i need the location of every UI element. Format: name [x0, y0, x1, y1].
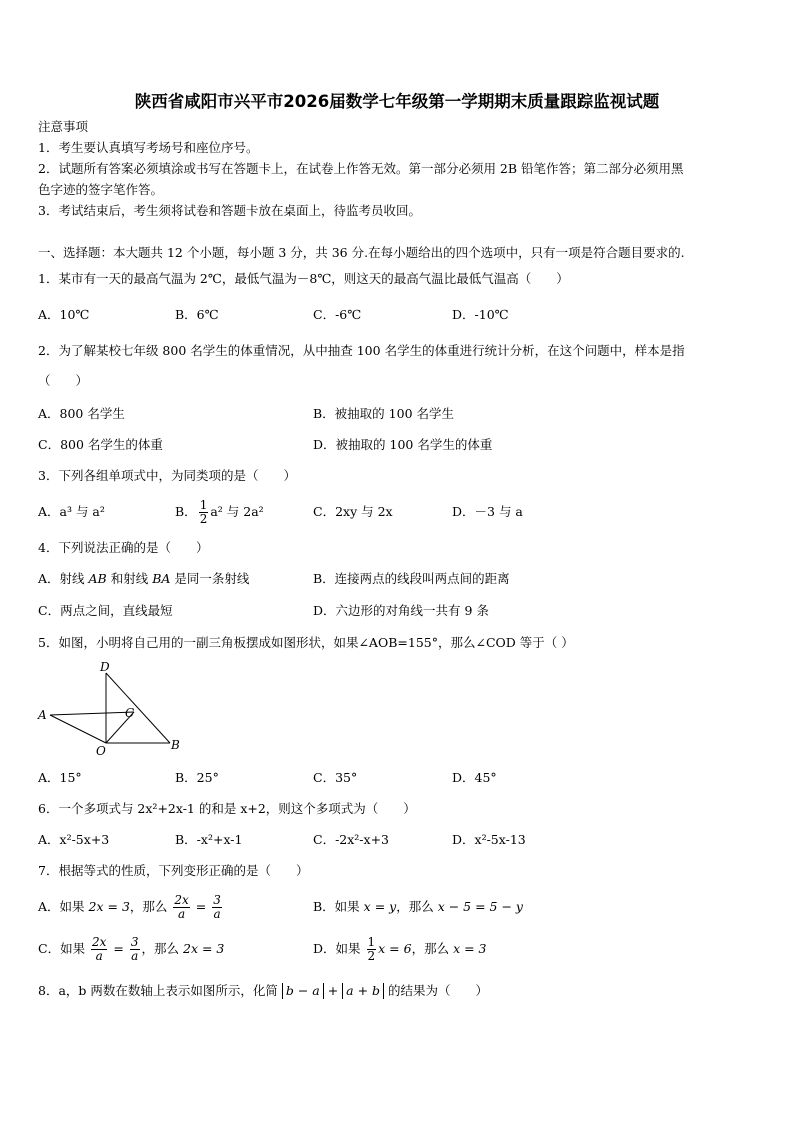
q4-option-b: B．连接两点的线段叫两点间的距离	[313, 571, 510, 586]
q4-ray-ab: AB	[88, 571, 107, 586]
q5-stem: 5．如图，小明将自己用的一副三角板摆成如图形状，如果∠AOB=155°，那么∠COD 等于（ ）	[38, 635, 574, 650]
section-heading: 一、选择题：本大题共 12 个小题，每小题 3 分，共 36 分.在每小题给出的四个选项中，只有一项是符合题目要求的.	[38, 245, 685, 260]
q2-option-d: D．被抽取的 100 名学生的体重	[313, 437, 493, 452]
q7-a-eq: 2x = 3	[88, 899, 130, 914]
q7-d-res: x = 3	[453, 941, 487, 956]
q8-stem-pre: 8．a，b 两数在数轴上表示如图所示，化简	[38, 983, 282, 998]
q7-c-frac1-num: 2x	[92, 935, 107, 949]
q5-option-b: B．25°	[175, 770, 219, 785]
q8-plus: +	[323, 983, 343, 998]
q5-label-d: D	[100, 660, 110, 674]
notice-item-2-cont: 色字迹的签字笔作答。	[38, 182, 164, 197]
q7-b-res: x − 5 = 5 − y	[437, 899, 523, 914]
q4-stem: 4．下列说法正确的是（ ）	[38, 540, 209, 555]
notice-item-3: 3．考试结束后，考生须将试卷和答题卡放在桌面上，待监考员收回。	[38, 203, 421, 218]
q7-c-frac2-den: a	[131, 949, 139, 963]
q7-c-pre: C．如果	[38, 941, 90, 956]
q8-abs-1: b − a	[282, 983, 324, 999]
q6-option-c: C．-2x²-x+3	[313, 832, 390, 847]
q7-a-frac2-num: 3	[213, 893, 221, 907]
q6-option-d: D．x²-5x-13	[452, 832, 526, 847]
q7-a-frac1-num: 2x	[174, 893, 189, 907]
q7-option-d	[313, 932, 487, 966]
q4-option-a	[38, 570, 249, 588]
q7-option-a	[38, 890, 224, 924]
notice-item-2: 2．试题所有答案必须填涂或书写在答题卡上，在试卷上作答无效。第一部分必须用 2B 铅笔作答；第二部分必须用黑	[38, 161, 684, 176]
q7-a-frac2	[212, 894, 222, 921]
q7-a-frac1	[173, 894, 189, 921]
q1-option-d: D．-10℃	[452, 307, 509, 322]
q7-c-frac1	[91, 936, 107, 963]
q7-c-frac2	[130, 936, 140, 963]
q7-stem: 7．根据等式的性质，下列变形正确的是（ ）	[38, 863, 309, 878]
q1-option-c: C．-6℃	[313, 307, 362, 322]
q2-stem: 2．为了解某校七年级 800 名学生的体重情况，从中抽查 100 名学生的体重进行统计分析，在这个问题中，样本是指	[38, 343, 685, 358]
q7-b-pre: B．如果	[313, 899, 364, 914]
q8-stem	[38, 982, 488, 1000]
q5-option-a: A．15°	[38, 770, 82, 785]
q3-stem: 3．下列各组单项式中，为同类项的是（ ）	[38, 468, 296, 483]
q3-option-b	[175, 495, 264, 529]
q3-option-d: D．－3 与 a	[452, 504, 523, 519]
q6-stem: 6．一个多项式与 2x²+2x-1 的和是 x+2，则这个多项式为（ ）	[38, 801, 416, 816]
q7-option-b	[313, 898, 523, 916]
q5-label-c: C	[125, 706, 135, 720]
q7-d-frac-num: 1	[367, 935, 376, 949]
q1-stem: 1．某市有一天的最高气温为 2℃，最低气温为－8℃，则这天的最高气温比最低气温高（ ）	[38, 271, 569, 286]
q8-stem-post: 的结果为（ ）	[384, 983, 489, 998]
q5-triangle-figure	[30, 655, 190, 761]
q4-option-a-mid: 和射线	[106, 571, 153, 586]
q7-c-res: 2x = 3	[183, 941, 225, 956]
q7-a-frac2-den: a	[213, 907, 221, 921]
q7-d-x: x = 6	[378, 941, 412, 956]
q1-option-b: B．6℃	[175, 307, 219, 322]
q7-c-frac1-den: a	[95, 949, 103, 963]
q3-option-a: A．a³ 与 a²	[38, 504, 105, 519]
q5-label-a: A	[38, 708, 47, 722]
notice-item-1: 1．考生要认真填写考场号和座位序号。	[38, 140, 259, 155]
q7-c-eqsign: =	[109, 941, 128, 956]
q7-b-eq: x = y	[363, 899, 397, 914]
q3-option-b-letter: B．	[175, 504, 197, 519]
q3-fraction-num: 1	[199, 498, 208, 512]
q4-option-a-pre: A．射线	[38, 571, 89, 586]
q2-option-a: A．800 名学生	[38, 406, 125, 421]
q2-option-c: C．800 名学生的体重	[38, 437, 163, 452]
q7-c-frac2-num: 3	[130, 935, 139, 949]
q4-option-c: C．两点之间，直线最短	[38, 603, 173, 618]
q7-b-mid: ，那么	[396, 899, 438, 914]
q5-label-o: O	[96, 744, 106, 758]
q4-option-a-post: 是同一条射线	[170, 571, 250, 586]
q7-d-mid: ，那么	[411, 941, 454, 956]
q7-a-pre: A．如果	[38, 899, 89, 914]
q3-fraction	[199, 499, 209, 526]
q5-option-d: D．45°	[452, 770, 497, 785]
q3-fraction-den: 2	[199, 512, 208, 526]
q1-option-a: A．10℃	[38, 307, 90, 322]
q2-option-b: B．被抽取的 100 名学生	[313, 406, 454, 421]
q3-option-c: C．2xy 与 2x	[313, 504, 393, 519]
q5-label-b: B	[171, 738, 180, 752]
notice-heading: 注意事项	[38, 119, 89, 134]
q7-a-eqsign: =	[191, 899, 211, 914]
q7-a-frac1-den: a	[178, 907, 186, 921]
q7-option-c	[38, 932, 224, 966]
q5-option-c: C．35°	[313, 770, 358, 785]
q6-option-a: A．x²-5x+3	[38, 832, 110, 847]
q2-stem-paren: （ ）	[38, 373, 89, 388]
q7-c-mid: ，那么	[141, 941, 183, 956]
q7-a-mid: ，那么	[129, 899, 172, 914]
q3-option-b-text: a² 与 2a²	[210, 504, 264, 519]
q4-option-d: D．六边形的对角线一共有 9 条	[313, 603, 489, 618]
q6-option-b: B．-x²+x-1	[175, 832, 243, 847]
q7-d-frac	[367, 936, 377, 963]
q4-ray-ba: BA	[152, 571, 171, 586]
q7-d-frac-den: 2	[367, 949, 376, 963]
q7-d-pre: D．如果	[313, 941, 365, 956]
q8-abs-2: a + b	[342, 983, 384, 999]
page-title: 陕西省咸阳市兴平市2026届数学七年级第一学期期末质量跟踪监视试题	[134, 92, 660, 111]
